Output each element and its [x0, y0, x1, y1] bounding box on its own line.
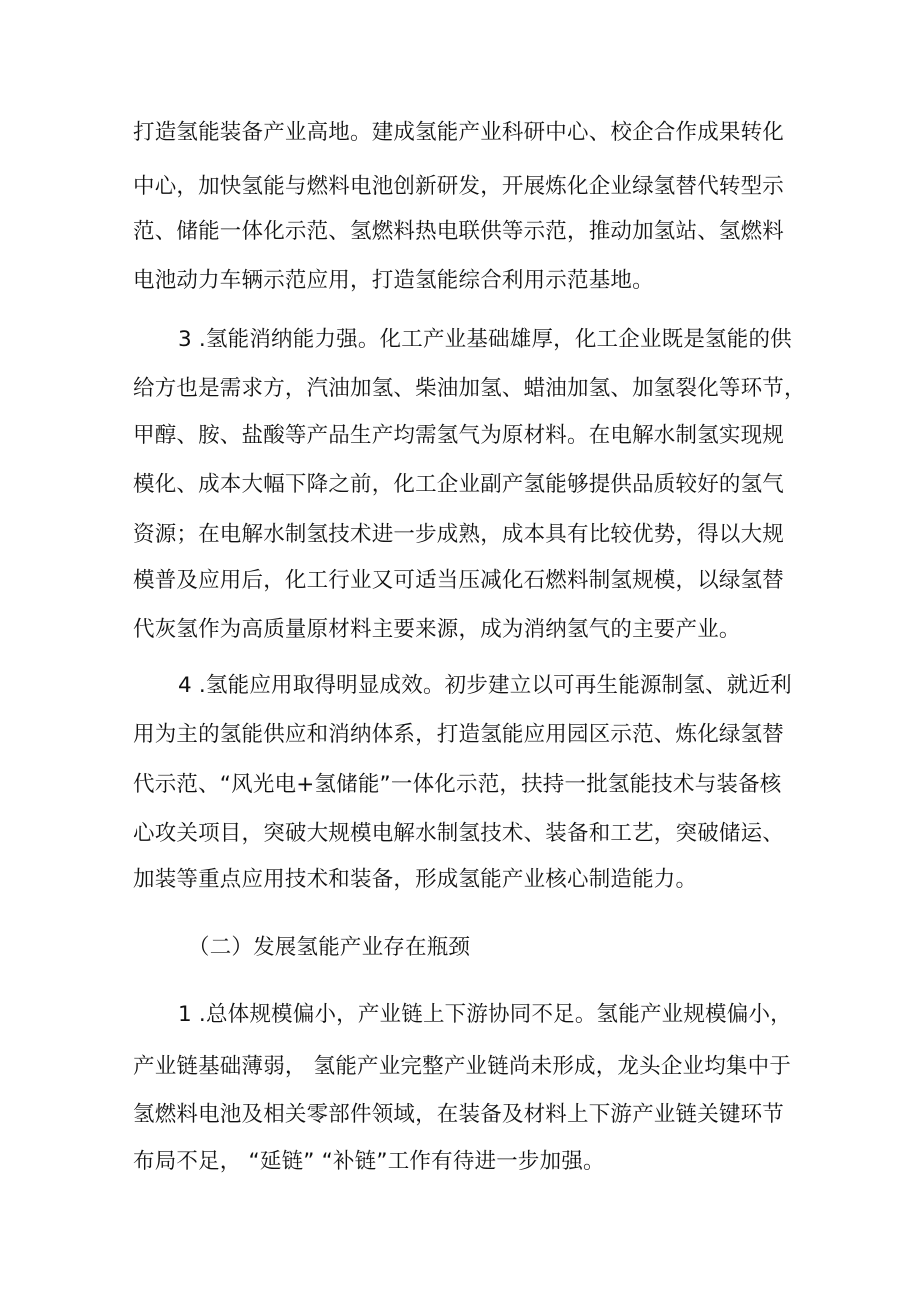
- paragraph-1-line-3: 范、储能一体化示范、氢燃料热电联供等示范，推动加氢站、氢燃料: [133, 219, 785, 244]
- paragraph-2-line-7: 代灰氢作为高质量原材料主要来源，成为消纳氢气的主要产业。: [133, 617, 741, 642]
- paragraph-3-line-1: 4 .氢能应用取得明显成效。初步建立以可再生能源制氢、就近利: [178, 673, 792, 698]
- paragraph-4-line-3: 氢燃料电池及相关零部件领域，在装备及材料上下游产业链关键环节: [133, 1102, 785, 1127]
- paragraph-2-line-1: 3 .氢能消纳能力强。化工产业基础雄厚，化工企业既是氢能的供: [178, 327, 792, 352]
- paragraph-4-line-2: 产业链基础薄弱， 氢能产业完整产业链尚未形成，龙头企业均集中于: [133, 1054, 792, 1079]
- paragraph-4-line-4: 布局不足， “延链” “补链”工作有待进一步加强。: [133, 1149, 605, 1174]
- paragraph-1-line-2: 中心，加快氢能与燃料电池创新研发，开展炼化企业绿氢替代转型示: [133, 174, 785, 199]
- paragraph-2-line-5: 资源；在电解水制氢技术进一步成熟，成本具有比较优势，得以大规: [133, 522, 785, 547]
- paragraph-1-line-1: 打造氢能装备产业高地。建成氢能产业科研中心、校企合作成果转化: [133, 120, 785, 145]
- paragraph-1-line-4: 电池动力车辆示范应用，打造氢能综合利用示范基地。: [133, 268, 654, 293]
- paragraph-2-line-4: 模化、成本大幅下降之前，化工企业副产氢能够提供品质较好的氢气: [133, 472, 785, 497]
- paragraph-3-line-3: 代示范、“风光电+氢储能”一体化示范，扶持一批氢能技术与装备核: [133, 772, 782, 797]
- paragraph-3-line-5: 加装等重点应用技术和装备，形成氢能产业核心制造能力。: [133, 867, 698, 892]
- paragraph-3-line-2: 用为主的氢能供应和消纳体系，打造氢能应用园区示范、炼化绿氢替: [133, 722, 785, 747]
- paragraph-3-line-4: 心攻关项目，突破大规模电解水制氢技术、装备和工艺，突破储运、: [133, 821, 785, 846]
- paragraph-2-line-3: 甲醇、胺、盐酸等产品生产均需氢气为原材料。在电解水制氢实现规: [133, 423, 785, 448]
- paragraph-2-line-6: 模普及应用后，化工行业又可适当压减化石燃料制氢规模，以绿氢替: [133, 568, 785, 593]
- paragraph-2-line-2: 给方也是需求方，汽油加氢、柴油加氢、蜡油加氢、加氢裂化等环节，: [133, 376, 806, 401]
- section-heading: （二）发展氢能产业存在瓶颈: [188, 935, 471, 960]
- paragraph-4-line-1: 1 .总体规模偏小，产业链上下游协同不足。氢能产业规模偏小，: [178, 1002, 792, 1027]
